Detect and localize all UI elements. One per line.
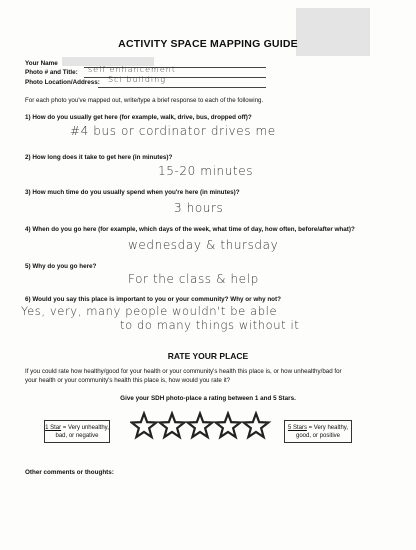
star-4[interactable] (216, 414, 241, 438)
question-3: 3) How much time do you usually spend when you're here (in minutes)? (25, 189, 240, 196)
five-star-desc-2: good, or positive (295, 433, 341, 439)
star-2[interactable] (160, 414, 185, 438)
answer-3[interactable]: 3 hours (174, 201, 224, 215)
star-rating[interactable] (130, 411, 272, 441)
one-star-legend (44, 420, 110, 443)
rate-text-line-1: If you could rate how healthy/good for your health or your community's health this place is, or how unhealthy/bad for (25, 368, 342, 375)
location-label: Photo Location/Address: (25, 79, 100, 86)
rating-instruction: Give your SDH photo-place a rating between 1 and 5 Stars. (120, 395, 296, 402)
star-5[interactable] (244, 414, 269, 438)
answer-6-line-1[interactable]: Yes, very, many people wouldn't be able (21, 304, 278, 318)
location-line (98, 87, 266, 88)
answer-1[interactable]: #4 bus or cordinator drives me (70, 124, 276, 138)
question-2: 2) How long does it take to get here (in minutes)? (25, 154, 173, 161)
five-star-desc: = Very healthy, (306, 425, 349, 431)
location-value[interactable]: Sci building (108, 75, 167, 84)
one-star-desc: = Very unhealthy, (61, 425, 109, 431)
rate-text-line-2: your health or your community's health this place is, how would you rate it? (25, 377, 231, 384)
one-star-desc-2: bad, or negative (55, 433, 99, 439)
page-title: ACTIVITY SPACE MAPPING GUIDE (118, 38, 298, 50)
answer-2[interactable]: 15-20 minutes (158, 164, 254, 178)
comments-label: Other comments or thoughts: (25, 469, 114, 476)
question-4: 4) When do you go here (for example, which days of the week, what time of day, how often, before/after what)? (25, 226, 355, 233)
five-star-label: 5 Stars (287, 425, 307, 431)
five-star-legend (284, 420, 352, 443)
answer-4[interactable]: wednesday & thursday (128, 238, 279, 252)
question-1: 1) How do you usually get here (for example, walk, drive, bus, dropped off)? (25, 114, 252, 121)
question-6: 6) Would you say this place is important to you or your community? Why or why not? (25, 296, 281, 303)
photo-title-value[interactable]: self enhancement (88, 65, 176, 74)
answer-6-line-2[interactable]: to do many things without it (120, 318, 300, 332)
star-3[interactable] (188, 414, 213, 438)
instructions-text: For each photo you've mapped out, write/type a brief response to each of the following. (25, 97, 264, 104)
name-label: Your Name (25, 60, 58, 67)
star-1[interactable] (132, 414, 157, 438)
rate-heading: RATE YOUR PLACE (167, 351, 249, 361)
photo-title-label: Photo # and Title: (25, 69, 78, 76)
question-5: 5) Why do you go here? (25, 263, 97, 270)
answer-5[interactable]: For the class & help (128, 272, 259, 286)
one-star-label: 1 Star (45, 425, 62, 431)
